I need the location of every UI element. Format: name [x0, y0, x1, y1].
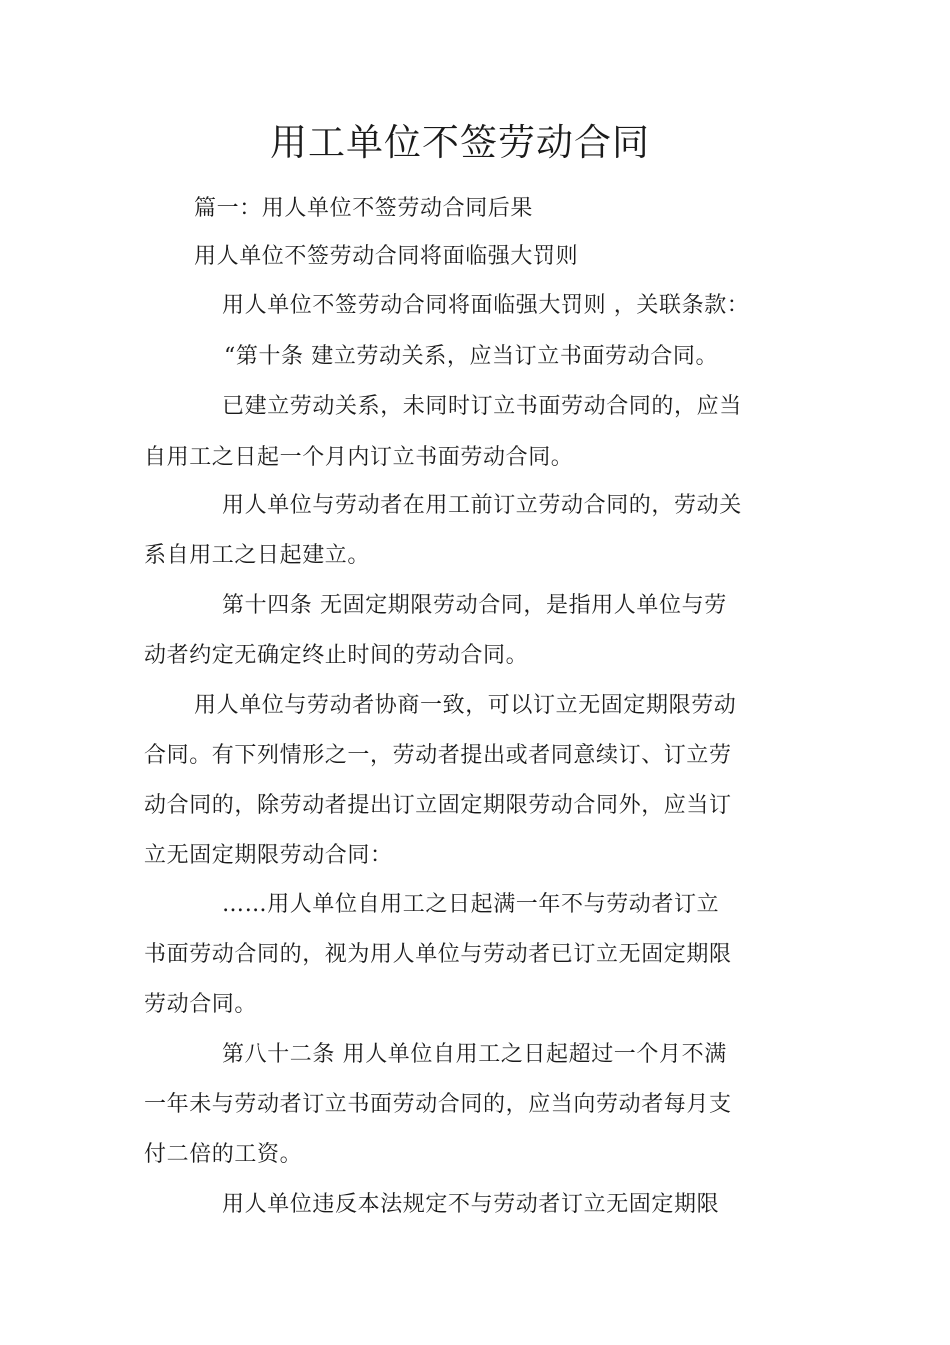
text-line: 一年未与劳动者订立书面劳动合同的，应当向劳动者每月支 [144, 1092, 732, 1117]
text-line: ……用人单位自用工之日起满一年不与劳动者订立 [222, 892, 720, 917]
text-line: 付二倍的工资。 [144, 1142, 303, 1167]
text-line: 动者约定无确定终止时间的劳动合同。 [144, 643, 529, 668]
text-line: 已建立劳动关系，未同时订立书面劳动合同的，应当 [222, 394, 742, 419]
text-line: 用人单位与劳动者在用工前订立劳动合同的，劳动关 [222, 493, 742, 518]
text-line: 合同。有下列情形之一，劳动者提出或者同意续订、订立劳 [144, 743, 732, 768]
text-line: 书面劳动合同的，视为用人单位与劳动者已订立无固定期限 [144, 942, 732, 967]
text-line: 动合同的，除劳动者提出订立固定期限劳动合同外，应当订 [144, 793, 732, 818]
text-line: 劳动合同。 [144, 992, 258, 1017]
text-line: 用人单位不签劳动合同将面临强大罚则 [194, 244, 579, 269]
text-line: 第八十二条 用人单位自用工之日起超过一个月不满 [222, 1042, 727, 1067]
text-line: 自用工之日起一个月内订立书面劳动合同。 [144, 445, 574, 470]
document-title: 用工单位不签劳动合同 [270, 121, 650, 164]
text-line: 用人单位违反本法规定不与劳动者订立无固定期限 [222, 1192, 720, 1217]
text-line: 篇一：用人单位不签劳动合同后果 [194, 196, 534, 221]
text-line: 立无固定期限劳动合同： [144, 843, 393, 868]
text-line: 用人单位与劳动者协商一致，可以订立无固定期限劳动 [194, 693, 737, 718]
text-line: 用人单位不签劳动合同将面临强大罚则 ，关联条款： [222, 293, 750, 318]
text-line: 系自用工之日起建立。 [144, 543, 371, 568]
text-line: 第十四条 无固定期限劳动合同，是指用人单位与劳 [222, 593, 727, 618]
text-line: “第十条 建立劳动关系，应当订立书面劳动合同。 [224, 344, 719, 369]
